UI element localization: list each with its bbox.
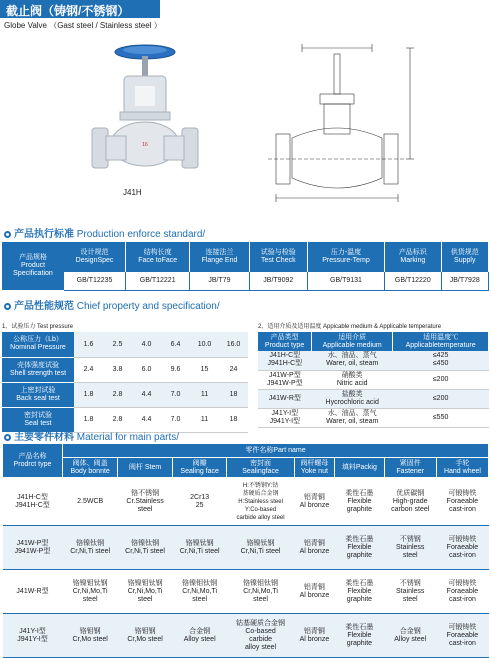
part-cell: 铝青铜 Al bronze: [294, 478, 335, 526]
part-header: 阀杆螺母 Yoke nut: [294, 458, 335, 478]
valve-dimension-drawing: [262, 38, 422, 208]
part-cell: 铝青铜 Al bronze: [294, 570, 335, 614]
part-cell: 合金钢 Alloy steel: [172, 614, 227, 658]
medium-temperature-caption: 2、适用介质及适用温度 Appicable medium & Applicable temperature: [258, 324, 442, 330]
part-header: 阀杆 Stem: [118, 458, 173, 478]
part-row-type: J41W-R型: [3, 570, 63, 614]
standards-section-heading: 产品执行标准 Production enforce standard/: [4, 225, 205, 240]
prop-value: 1.8: [74, 407, 103, 432]
part-row-type: J41H-C型 J941H-C型: [3, 478, 63, 526]
part-header: 阀瓣 Sealing face: [172, 458, 227, 478]
part-header: 紧固件 Fastener: [384, 458, 436, 478]
part-cell: 铝青铜 Al bronze: [294, 614, 335, 658]
prop-value: 6.0: [132, 357, 161, 382]
parts-corner-header: 产品名称 Prodrct type: [3, 444, 63, 478]
temp-type: J41W-P型 J941W-P型: [258, 370, 312, 389]
std-header: 试验与检验 Test Check: [249, 242, 307, 272]
std-value: JB/T7928: [441, 272, 489, 290]
medium-temperature-table: [258, 321, 489, 428]
part-cell: 可锻铸铁 Foraeable cast-iron: [436, 478, 488, 526]
part-cell: 铬不锈钢 Cr.Stainless steel: [118, 478, 173, 526]
part-cell: 柔性石墨 Flexible graphite: [335, 614, 384, 658]
part-cell: 可锻铸铁 Foraeable cast-iron: [436, 526, 488, 570]
part-cell: 铬镍钼钛钢 Cr,Ni,Mo,Ti steel: [172, 570, 227, 614]
prop-value: 11: [190, 407, 219, 432]
temp-type: J41H-C型 J941H-C型: [258, 351, 312, 370]
std-header: 设计规范 DesignSpec: [64, 242, 126, 272]
part-cell: 2.5WCB: [63, 478, 118, 526]
temp-value: ≤550: [393, 408, 489, 427]
part-cell: 2Cr13 25: [172, 478, 227, 526]
temp-header: 适用温度℃ Applicabletemperature: [393, 332, 489, 351]
part-cell: 铝青铜 Al bronze: [294, 526, 335, 570]
prop-value: 10.0: [190, 332, 219, 357]
part-cell: 铬镍钛钢 Cr,Ni,Ti steel: [227, 526, 294, 570]
temp-medium: 水、油品、蒸气 Warer, oil, steam: [312, 408, 393, 427]
part-header: 手轮 Hand wheel: [436, 458, 488, 478]
temp-medium: 盐酸类 Hycrochloric acid: [312, 389, 393, 408]
parts-group-header: 零件名称Part name: [63, 444, 489, 458]
parts-material-table: [2, 443, 489, 658]
temp-value: ≤425 ≤450: [393, 351, 489, 370]
prop-value: 2.8: [103, 407, 132, 432]
part-cell: 不锈钢 Stainless steel: [384, 526, 436, 570]
part-cell: 铬钼钢 Cr,Mo steel: [118, 614, 173, 658]
prop-value: 4.4: [132, 382, 161, 407]
bullet-icon: [4, 231, 11, 238]
bullet-icon: [4, 434, 11, 441]
std-value: GB/T12235: [64, 272, 126, 290]
prop-label: 上密封试验 Back seal test: [2, 382, 74, 407]
std-value: GB/T12221: [126, 272, 190, 290]
prop-value: 7.0: [161, 382, 190, 407]
std-header: 压力-温度 Pressure-Temp: [307, 242, 384, 272]
temp-header: 产品类型 Product type: [258, 332, 312, 351]
part-cell: 铬镍钛钢 Cr,Ni,Ti steel: [63, 526, 118, 570]
part-cell: 不锈钢 Stainless steel: [384, 570, 436, 614]
temp-type: J41Y-I型 J941Y-I型: [258, 408, 312, 427]
prop-value: 1.6: [74, 332, 103, 357]
prop-value: 3.8: [103, 357, 132, 382]
std-value: GB/T9131: [307, 272, 384, 290]
std-value: JB/T79: [190, 272, 249, 290]
part-header: 阀体、阀盖 Body bonnte: [63, 458, 118, 478]
temp-medium: 硝酸类 Nitric acid: [312, 370, 393, 389]
parts-section-heading: 主要零件材料 Material for main parts/: [4, 428, 179, 443]
page-subtitle: Globe Valve （Gast steel / Stainless steel ）: [4, 21, 162, 30]
prop-value: 9.6: [161, 357, 190, 382]
part-cell: 优质碳钢 High-grade carbon steel: [384, 478, 436, 526]
temp-medium: 水、油品、蒸气 Warer, oil, steam: [312, 351, 393, 370]
temp-value: ≤200: [393, 370, 489, 389]
part-cell: 铬钼钢 Cr,Mo steel: [63, 614, 118, 658]
prop-value: 2.5: [103, 332, 132, 357]
std-header: 供货规范 Supply: [441, 242, 489, 272]
part-cell: 铬镍钼钛钢 Cr,Ni,Mo,Ti steel: [118, 570, 173, 614]
std-header: 产品标识 Marking: [385, 242, 441, 272]
temp-value: ≤200: [393, 389, 489, 408]
part-row-type: J41Y-I型 J941Y-I型: [3, 614, 63, 658]
part-cell: 铬镍钼钛钢 Cr,Ni,Mo,Ti steel: [63, 570, 118, 614]
part-row-type: J41W-P型 J941W-P型: [3, 526, 63, 570]
part-cell: 铬镍钼钛钢 Cr,Ni,Mo,Ti steel: [227, 570, 294, 614]
bullet-icon: [4, 303, 11, 310]
prop-value: 18: [219, 407, 248, 432]
std-header: 连接法兰 Flange End: [190, 242, 249, 272]
temp-type: J41W-R型: [258, 389, 312, 408]
prop-value: 2.4: [74, 357, 103, 382]
photo-caption: J41H: [123, 188, 142, 197]
part-cell: 铬镍钛钢 Cr,Ni,Ti steel: [118, 526, 173, 570]
prop-value: 16.0: [219, 332, 248, 357]
properties-section-heading: 产品性能规范 Chief property and specification/: [4, 297, 220, 312]
prop-value: 7.0: [161, 407, 190, 432]
standards-table: [2, 242, 489, 291]
part-header: 填料Packig: [335, 458, 384, 478]
prop-label: 壳体强度试验 Shell strength test: [2, 357, 74, 382]
prop-value: 11: [190, 382, 219, 407]
part-cell: 可锻铸铁 Foraeable cast-iron: [436, 570, 488, 614]
standards-rowhead: 产品规格 Product Specification: [2, 242, 64, 290]
part-cell: 铬镍钛钢 Cr,Ni,Ti steel: [172, 526, 227, 570]
test-pressure-table: [2, 321, 248, 433]
part-cell: 柔性石墨 Flexible graphite: [335, 570, 384, 614]
part-cell: 柔性石墨 Flexible graphite: [335, 478, 384, 526]
prop-label: 密封试验 Seal test: [2, 407, 74, 432]
svg-text:16: 16: [142, 142, 148, 148]
prop-value: 6.4: [161, 332, 190, 357]
std-value: GB/T12220: [385, 272, 441, 290]
prop-value: 1.8: [74, 382, 103, 407]
test-pressure-caption: 1、试验压力 Test pressure: [2, 324, 74, 330]
prop-value: 15: [190, 357, 219, 382]
temp-header: 适用介质 Applicable medium: [312, 332, 393, 351]
part-cell: 可锻铸铁 Foraeable cast-iron: [436, 614, 488, 658]
prop-value: 4.0: [132, 332, 161, 357]
part-cell: 钴基硬质合金钢 Co-based carbide alloy steel: [227, 614, 294, 658]
prop-value: 2.8: [103, 382, 132, 407]
prop-label: 公称压力（Lb） Nominal Pressure: [2, 332, 74, 357]
prop-value: 24: [219, 357, 248, 382]
globe-valve-photo: [90, 36, 200, 186]
page-title: 截止阀（铸钢/不锈钢）: [0, 0, 160, 18]
part-cell: H:不锈钢Y:钴 基硬质合金钢 H:Stainless steel Y:Co-based carbide alloy steel: [227, 478, 294, 526]
part-header: 密封面 Sealingface: [227, 458, 294, 478]
part-cell: 柔性石墨 Flexible graphite: [335, 526, 384, 570]
std-value: JB/T9092: [249, 272, 307, 290]
prop-value: 4.4: [132, 407, 161, 432]
part-cell: 合金钢 Alloy steel: [384, 614, 436, 658]
prop-value: 18: [219, 382, 248, 407]
std-header: 结构长度 Face toFace: [126, 242, 190, 272]
